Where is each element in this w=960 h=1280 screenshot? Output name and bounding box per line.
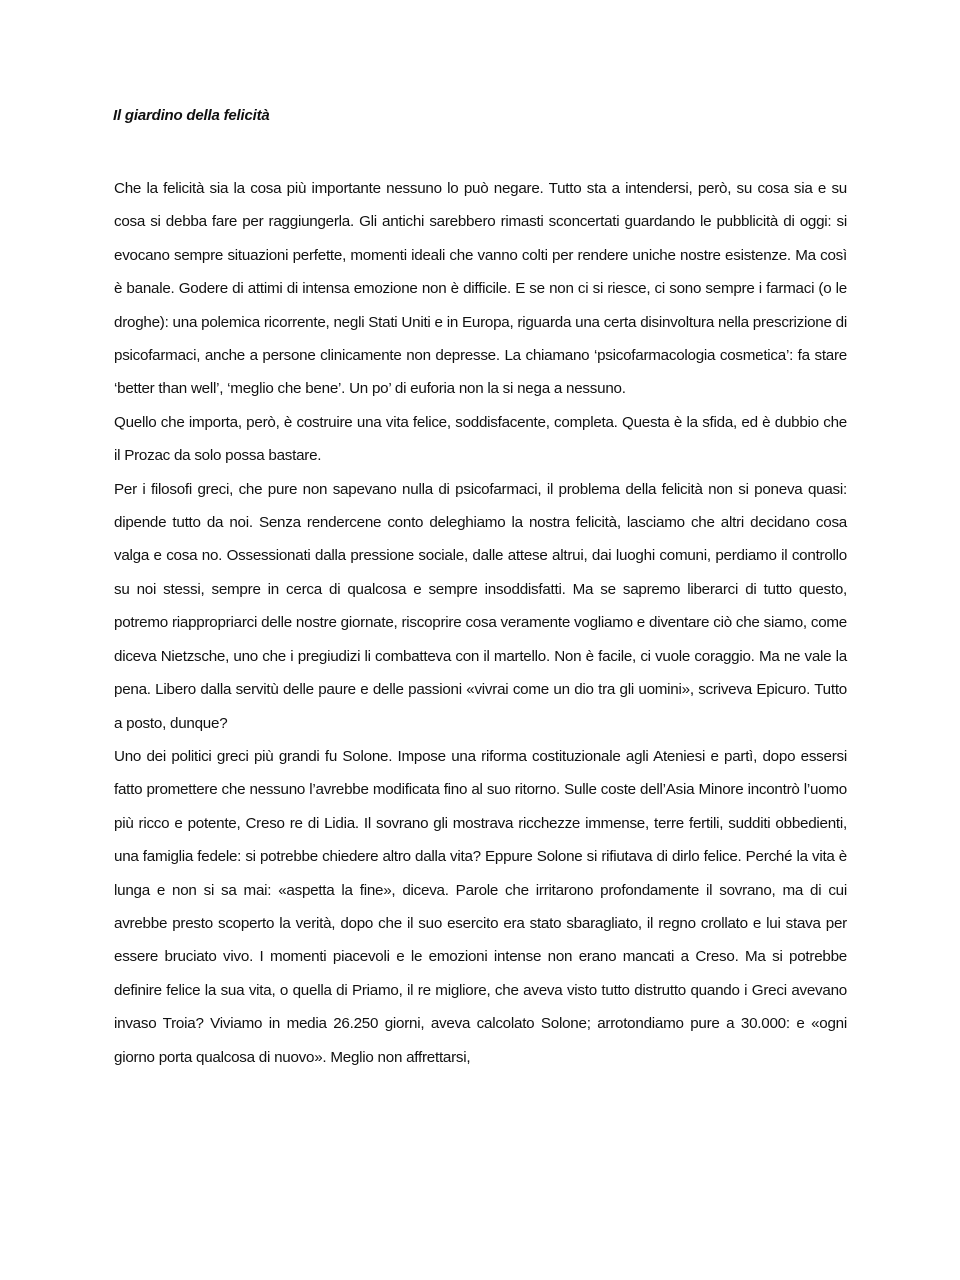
paragraph-4: Uno dei politici greci più grandi fu Solone. Impose una riforma costituzionale agli Ateniesi e partì, dopo essersi fatto promettere che nessuno l’avrebbe modificata fino al suo ritorno. Sulle coste dell’Asia Minore incontrò l’uomo più ricco e potente, Creso re di Lidia. Il sovrano gli mostrava ricchezze immense, terre fertili, sudditi obbedienti, una famiglia fedele: si potrebbe chiedere altro dalla vita? Eppure Solone si rifiutava di dirlo felice. Perché la vita è lunga e non si sa mai: «aspetta la fine», diceva. Parole che irritarono profondamente il sovrano, ma di cui avrebbe presto scoperto la verità, dopo che il suo esercito era stato sbaragliato, il regno crollato e lui stava per essere bruciato vivo. I momenti piacevoli e le emozioni intense non erano mancati a Creso. Ma si potrebbe definire felice la sua vita, o quella di Priamo, il re migliore, che aveva visto tutto distrutto quando i Greci avevano invaso Troia? Viviamo in media 26.250 giorni, aveva calcolato Solone; arrotondiamo pure a 30.000: e «ogni giorno porta qualcosa di nuovo». Meglio non affrettarsi, (114, 747, 847, 1066)
paragraph-2: Quello che importa, però, è costruire una vita felice, soddisfacente, completa. Questa è la sfida, ed è dubbio che il Prozac da solo possa bastare. (114, 413, 847, 465)
document-title: Il giardino della felicità (113, 107, 270, 124)
paragraph-1: Che la felicità sia la cosa più importante nessuno lo può negare. Tutto sta a intendersi, però, su cosa sia e su cosa si debba fare per raggiungerla. Gli antichi sarebbero rimasti sconcertati guardando le pubblicità di oggi: si evocano sempre situazioni perfette, momenti ideali che vanno colti per rendere uniche nostre esistenze. Ma così è banale. Godere di attimi di intensa emozione non è difficile. E se non ci si riesce, ci sono sempre i farmaci (o le droghe): una polemica ricorrente, negli Stati Uniti e in Europa, riguarda una certa disinvoltura nella prescrizione di psicofarmaci, anche a persone clinicamente non depresse. La chiamano ‘psicofarmacologia cosmetica’: fa stare ‘better than well’, ‘meglio che bene’. Un po’ di euforia non la si nega a nessuno. (114, 180, 847, 398)
document-body (114, 172, 847, 1074)
paragraph-3: Per i filosofi greci, che pure non sapevano nulla di psicofarmaci, il problema della felicità non si poneva quasi: dipende tutto da noi. Senza rendercene conto deleghiamo la nostra felicità, lasciamo che altri decidano cosa valga e cosa no. Ossessionati dalla pressione sociale, dalle attese altrui, dai luoghi comuni, perdiamo il controllo su noi stessi, sempre in cerca di qualcosa e sempre insoddisfatti. Ma se sapremo liberarci di tutto questo, potremo riappropriarci delle nostre giornate, riscoprire cosa veramente vogliamo e diventare ciò che siamo, come diceva Nietzsche, uno che i pregiudizi li combatteva con il martello. Non è facile, ci vuole coraggio. Ma ne vale la pena. Libero dalla servitù delle paure e delle passioni «vivrai come un dio tra gli uomini», scriveva Epicuro. Tutto a posto, dunque? (114, 480, 847, 732)
